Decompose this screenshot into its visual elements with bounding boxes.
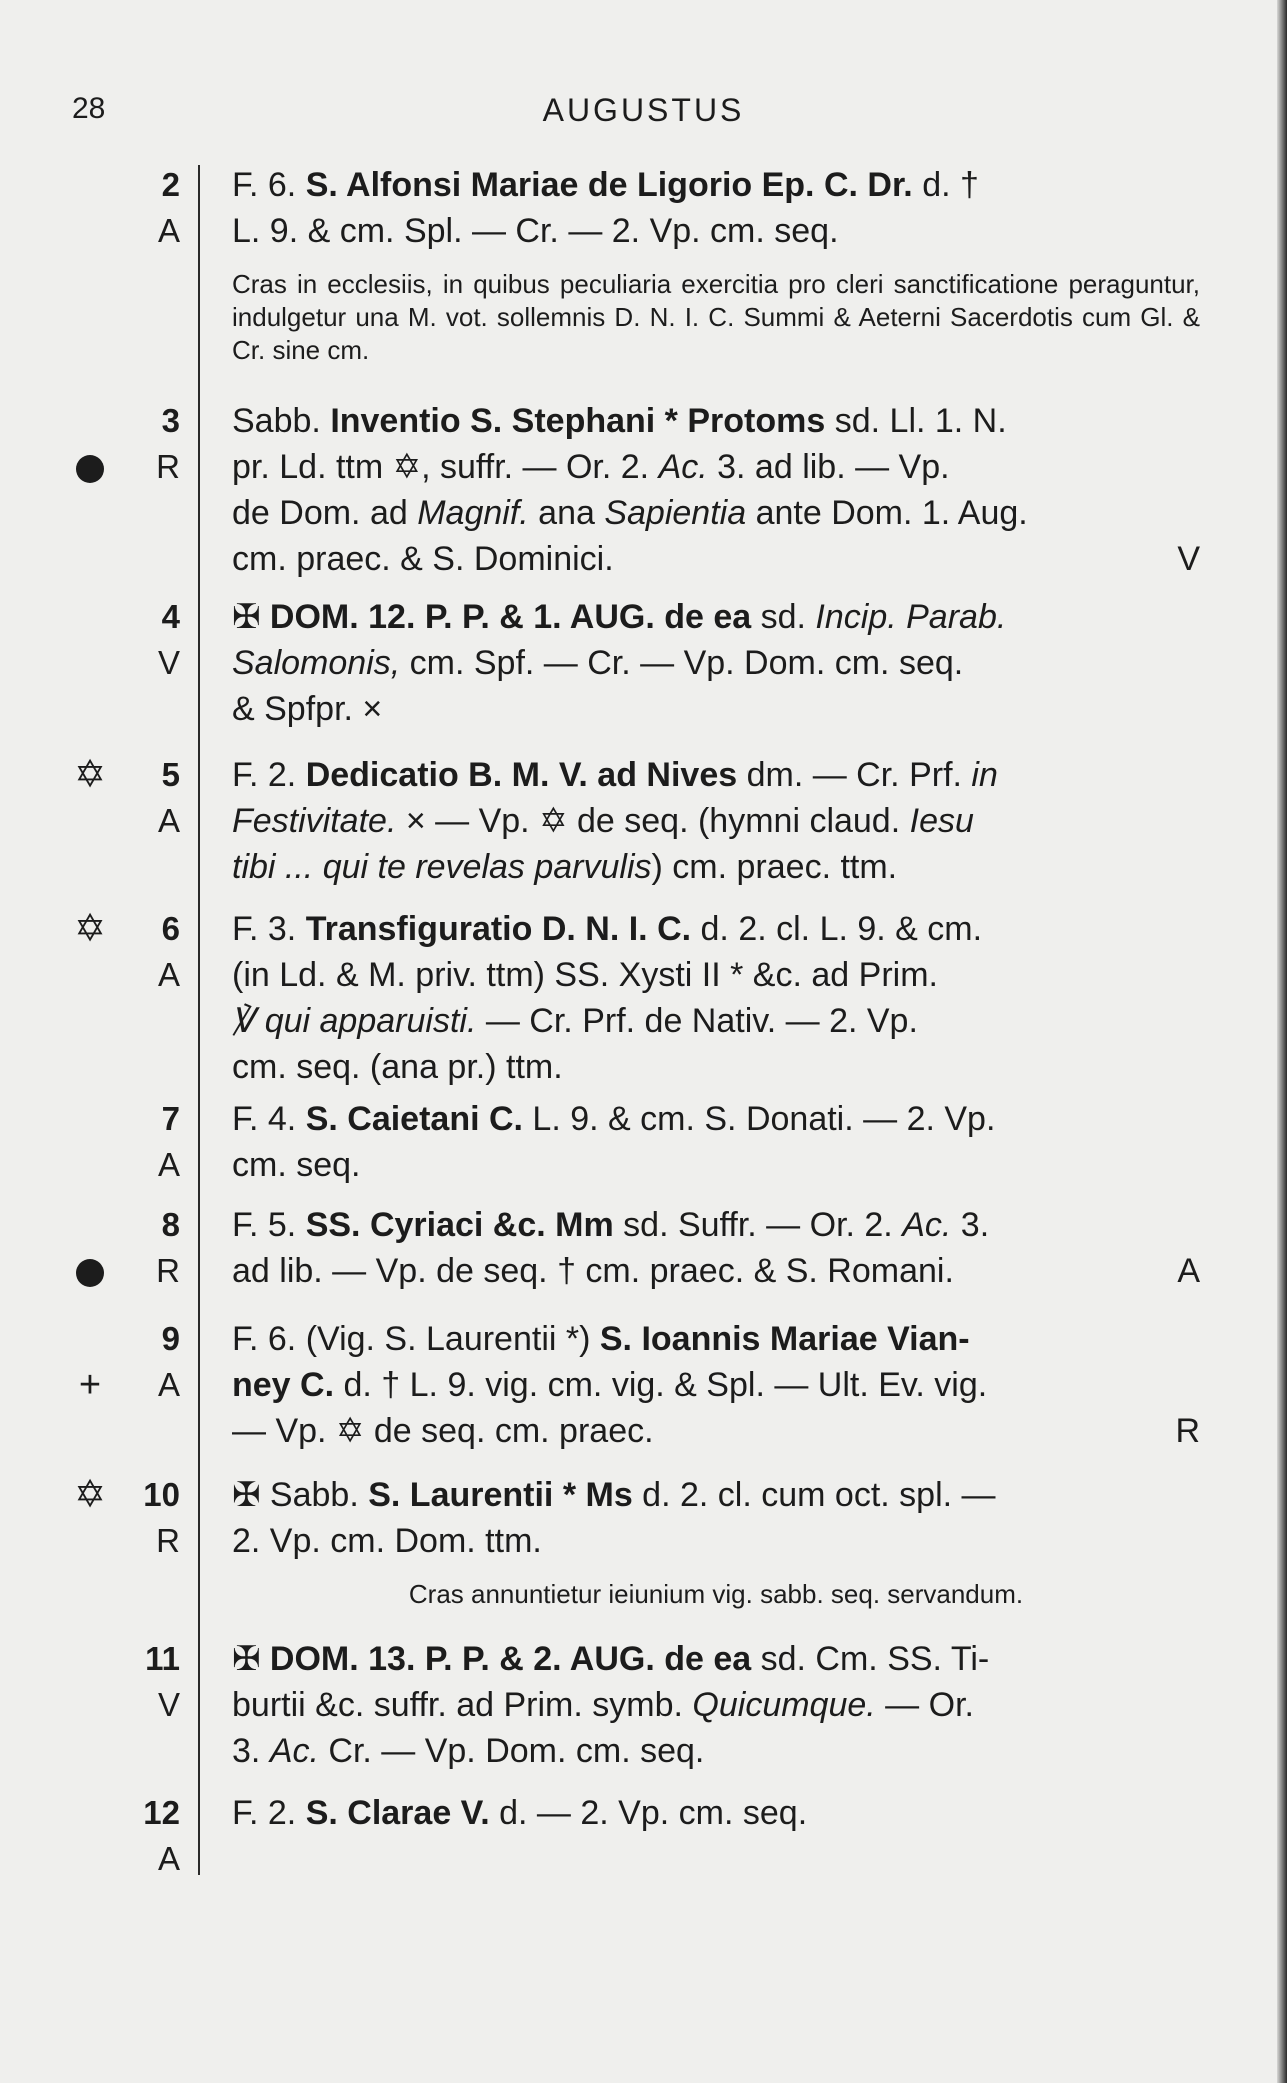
liturgical-incipit: Festivitate. — [232, 802, 397, 840]
rubric-text: 3. ad lib. — Vp. — [707, 448, 950, 486]
rubric-text: cm. seq. — [232, 1146, 361, 1184]
rubric-text: burtii &c. suffr. ad Prim. symb. — [232, 1686, 693, 1724]
entry-line — [232, 1248, 1200, 1294]
rubric-text: (in Ld. & M. priv. ttm) SS. Xysti II * &c. ad Prim. — [232, 956, 938, 994]
rubric-text: — Cr. Prf. de Nativ. — 2. Vp. — [476, 1002, 918, 1040]
entry-line — [232, 444, 1200, 490]
day-number: 3 — [161, 402, 180, 439]
rubric-text: × — Vp. ✡ de seq. (hymni claud. — [396, 802, 910, 840]
star-of-david-icon: ✡ — [74, 1474, 106, 1516]
entry-line — [232, 1362, 1200, 1408]
entry-line — [232, 398, 1200, 444]
liturgical-incipit: Ac. — [902, 1206, 952, 1244]
entry-line — [232, 1096, 1200, 1142]
rubric-text: L. 9. & cm. S. Donati. — 2. Vp. — [522, 1100, 996, 1138]
rubric-text: cm. Spf. — Cr. — Vp. Dom. cm. seq. — [400, 644, 964, 682]
day-number: 11 — [145, 1640, 180, 1677]
rubric-text: cm. seq. (ana pr.) ttm. — [232, 1048, 563, 1086]
page-title: AUGUSTUS — [542, 92, 745, 128]
entry-text — [232, 1636, 1200, 1774]
feast-name: S. Caietani C. — [305, 1100, 523, 1138]
day-number: 12 — [143, 1794, 180, 1831]
dominical-letter: A — [157, 212, 180, 249]
entry-line — [232, 1790, 1200, 1836]
entry-line — [232, 1518, 1200, 1564]
liturgical-incipit: Ac. — [658, 448, 708, 486]
rubric-text: ana — [528, 494, 605, 532]
column-divider — [198, 165, 200, 1875]
feast-name: S. Alfonsi Mariae de Ligorio Ep. C. Dr. — [305, 166, 913, 204]
color-letter: A — [1177, 1252, 1200, 1290]
rubric-text: F. 5. — [232, 1206, 306, 1244]
feast-name: ✠ DOM. 12. P. P. & 1. AUG. de ea — [232, 598, 752, 636]
rubric-text: F. 4. — [232, 1100, 306, 1138]
day-number: 8 — [161, 1206, 180, 1243]
rubric-text: pr. Ld. ttm ✡, suffr. — Or. 2. — [232, 448, 659, 486]
rubric-text: ✠ Sabb. — [232, 1476, 369, 1514]
entry-text — [232, 906, 1200, 1090]
entry-text — [232, 162, 1200, 254]
entry-text — [232, 1472, 1200, 1564]
feast-name: ✠ DOM. 13. P. P. & 2. AUG. de ea — [232, 1640, 752, 1678]
entry-text — [232, 1316, 1200, 1454]
rubric-text: F. 3. — [232, 910, 306, 948]
rubric-text: cm. praec. & S. Dominici. — [232, 540, 614, 578]
dominical-letter: A — [157, 802, 180, 839]
feast-name: S. Ioannis Mariae Vian- — [599, 1320, 970, 1358]
entry-text — [232, 1096, 1200, 1188]
entry-line — [232, 1316, 1200, 1362]
entry-text — [232, 398, 1200, 582]
feast-name: Dedicatio B. M. V. ad Nives — [305, 756, 738, 794]
rubric-text: d. † — [912, 166, 979, 204]
dominical-letter: R — [156, 1522, 180, 1559]
rubric-text: d. 2. cl. cum oct. spl. — — [632, 1476, 996, 1514]
day-number: 9 — [161, 1320, 180, 1357]
entry-text — [232, 1202, 1200, 1294]
entry-line — [232, 536, 1200, 582]
rubric-text: Cr. — Vp. Dom. cm. seq. — [318, 1732, 705, 1770]
entry-line — [232, 490, 1200, 536]
rubric-text: sd. Cm. SS. Ti- — [751, 1640, 990, 1678]
day-number: 5 — [161, 756, 180, 793]
rubric-text: F. 6. (Vig. S. Laurentii *) — [232, 1320, 600, 1358]
rubric-note: Cras annuntietur ieiunium vig. sabb. seq. servandum. — [408, 1579, 1024, 1609]
entry-line — [232, 1728, 1200, 1774]
rubric-text: d. — 2. Vp. cm. seq. — [489, 1794, 808, 1832]
entry-line — [232, 208, 1200, 254]
entry-text — [232, 594, 1200, 732]
entry-line — [232, 162, 1200, 208]
entry-line — [232, 1682, 1200, 1728]
rubric-text: F. 2. — [232, 756, 306, 794]
star-of-david-icon: ✡ — [74, 754, 106, 796]
rubric-text: — Vp. ✡ de seq. cm. praec. — [232, 1412, 654, 1450]
rubric-text: sd. Ll. 1. N. — [825, 402, 1007, 440]
entry-line — [232, 1408, 1200, 1454]
entry-line — [232, 752, 1200, 798]
entry-text — [232, 752, 1200, 890]
rubric-text: de Dom. ad — [232, 494, 418, 532]
rubric-text: sd. — [751, 598, 816, 636]
page-edge — [1277, 0, 1287, 2083]
day-number: 10 — [143, 1476, 180, 1513]
rubric-text: d. † L. 9. vig. cm. vig. & Spl. — Ult. Ev. vig. — [334, 1366, 988, 1404]
dominical-letter: V — [157, 1686, 180, 1723]
rubric-text: 3. — [232, 1732, 270, 1770]
entry-line — [232, 1044, 1200, 1090]
entry-text — [232, 1790, 1200, 1836]
liturgical-incipit: tibi ... qui te revelas parvulis — [232, 848, 652, 886]
rubric-text: — Or. — [875, 1686, 974, 1724]
liturgical-incipit: Salomonis, — [232, 644, 401, 682]
day-number: 7 — [161, 1100, 180, 1137]
feast-name: Inventio S. Stephani * Protoms — [330, 402, 826, 440]
rubric-text: sd. Suffr. — Or. 2. — [613, 1206, 903, 1244]
entry-line — [232, 998, 1200, 1044]
entry-line — [232, 640, 1200, 686]
dominical-letter: A — [157, 1366, 180, 1403]
rubric-note: Cras in ecclesiis, in quibus peculiaria exercitia pro cleri sanctificatione peraguntur, indulgetur una M. vot. sollemnis D. N. I. C. Summi & Aeterni Sacerdotis cum Gl. & Cr. sine cm. — [232, 269, 1200, 365]
day-number: 6 — [161, 910, 180, 947]
dominical-letter: R — [156, 1252, 180, 1289]
entry-line — [232, 798, 1200, 844]
feast-name: Transfiguratio D. N. I. C. — [305, 910, 692, 948]
day-number: 4 — [161, 598, 180, 635]
dominical-letter: V — [157, 644, 180, 681]
entry-line — [232, 1142, 1200, 1188]
rubric-text: 2. Vp. cm. Dom. ttm. — [232, 1522, 542, 1560]
liturgical-incipit: Ac. — [269, 1732, 319, 1770]
rubric-text: F. 2. — [232, 1794, 306, 1832]
dominical-letter: A — [157, 956, 180, 993]
entry-line — [232, 906, 1200, 952]
star-of-david-icon: ✡ — [74, 908, 106, 950]
entry-line — [232, 1636, 1200, 1682]
full-moon-icon — [76, 455, 104, 483]
day-number: 2 — [161, 166, 180, 203]
liturgical-incipit: Incip. Parab. — [815, 598, 1007, 636]
cross-icon: + — [78, 1364, 102, 1406]
rubric-text: L. 9. & cm. Spl. — Cr. — 2. Vp. cm. seq. — [232, 212, 839, 250]
feast-name: S. Clarae V. — [305, 1794, 490, 1832]
feast-name: SS. Cyriaci &c. Mm — [305, 1206, 614, 1244]
entry-line — [232, 1472, 1200, 1518]
entry-line — [232, 1202, 1200, 1248]
dominical-letter: A — [157, 1146, 180, 1183]
rubric-text: d. 2. cl. L. 9. & cm. — [691, 910, 983, 948]
color-letter: V — [1177, 540, 1200, 578]
rubric-text: ad lib. — Vp. de seq. † cm. praec. & S. Romani. — [232, 1252, 954, 1290]
moon-phase-icon — [64, 1248, 116, 1294]
rubric-text: 3. — [951, 1206, 990, 1244]
moon-phase-icon — [64, 444, 116, 490]
entry-line — [232, 594, 1200, 640]
liturgical-incipit: ℣ qui apparuisti. — [232, 1002, 477, 1040]
feast-name: S. Laurentii * Ms — [368, 1476, 633, 1514]
color-letter: R — [1175, 1412, 1200, 1450]
rubric-text: ante Dom. 1. Aug. — [746, 494, 1028, 532]
full-moon-icon — [76, 1259, 104, 1287]
liturgical-incipit: Sapientia — [604, 494, 747, 532]
liturgical-incipit: Magnif. — [417, 494, 529, 532]
feast-name: ney C. — [232, 1366, 335, 1404]
liturgical-incipit: in — [971, 756, 998, 794]
liturgical-incipit: Iesu — [909, 802, 974, 840]
page-number: 28 — [72, 92, 106, 125]
dominical-letter: R — [156, 448, 180, 485]
liturgical-incipit: Quicumque. — [692, 1686, 876, 1724]
entry-line — [232, 686, 1200, 732]
rubric-text: & Spfpr. × — [232, 690, 383, 728]
rubric-text: Sabb. — [232, 402, 331, 440]
entry-line — [232, 844, 1200, 890]
rubric-text: ) cm. praec. ttm. — [651, 848, 898, 886]
rubric-text: F. 6. — [232, 166, 306, 204]
rubric-text: dm. — Cr. Prf. — [737, 756, 972, 794]
dominical-letter: A — [157, 1840, 180, 1877]
entry-line — [232, 952, 1200, 998]
